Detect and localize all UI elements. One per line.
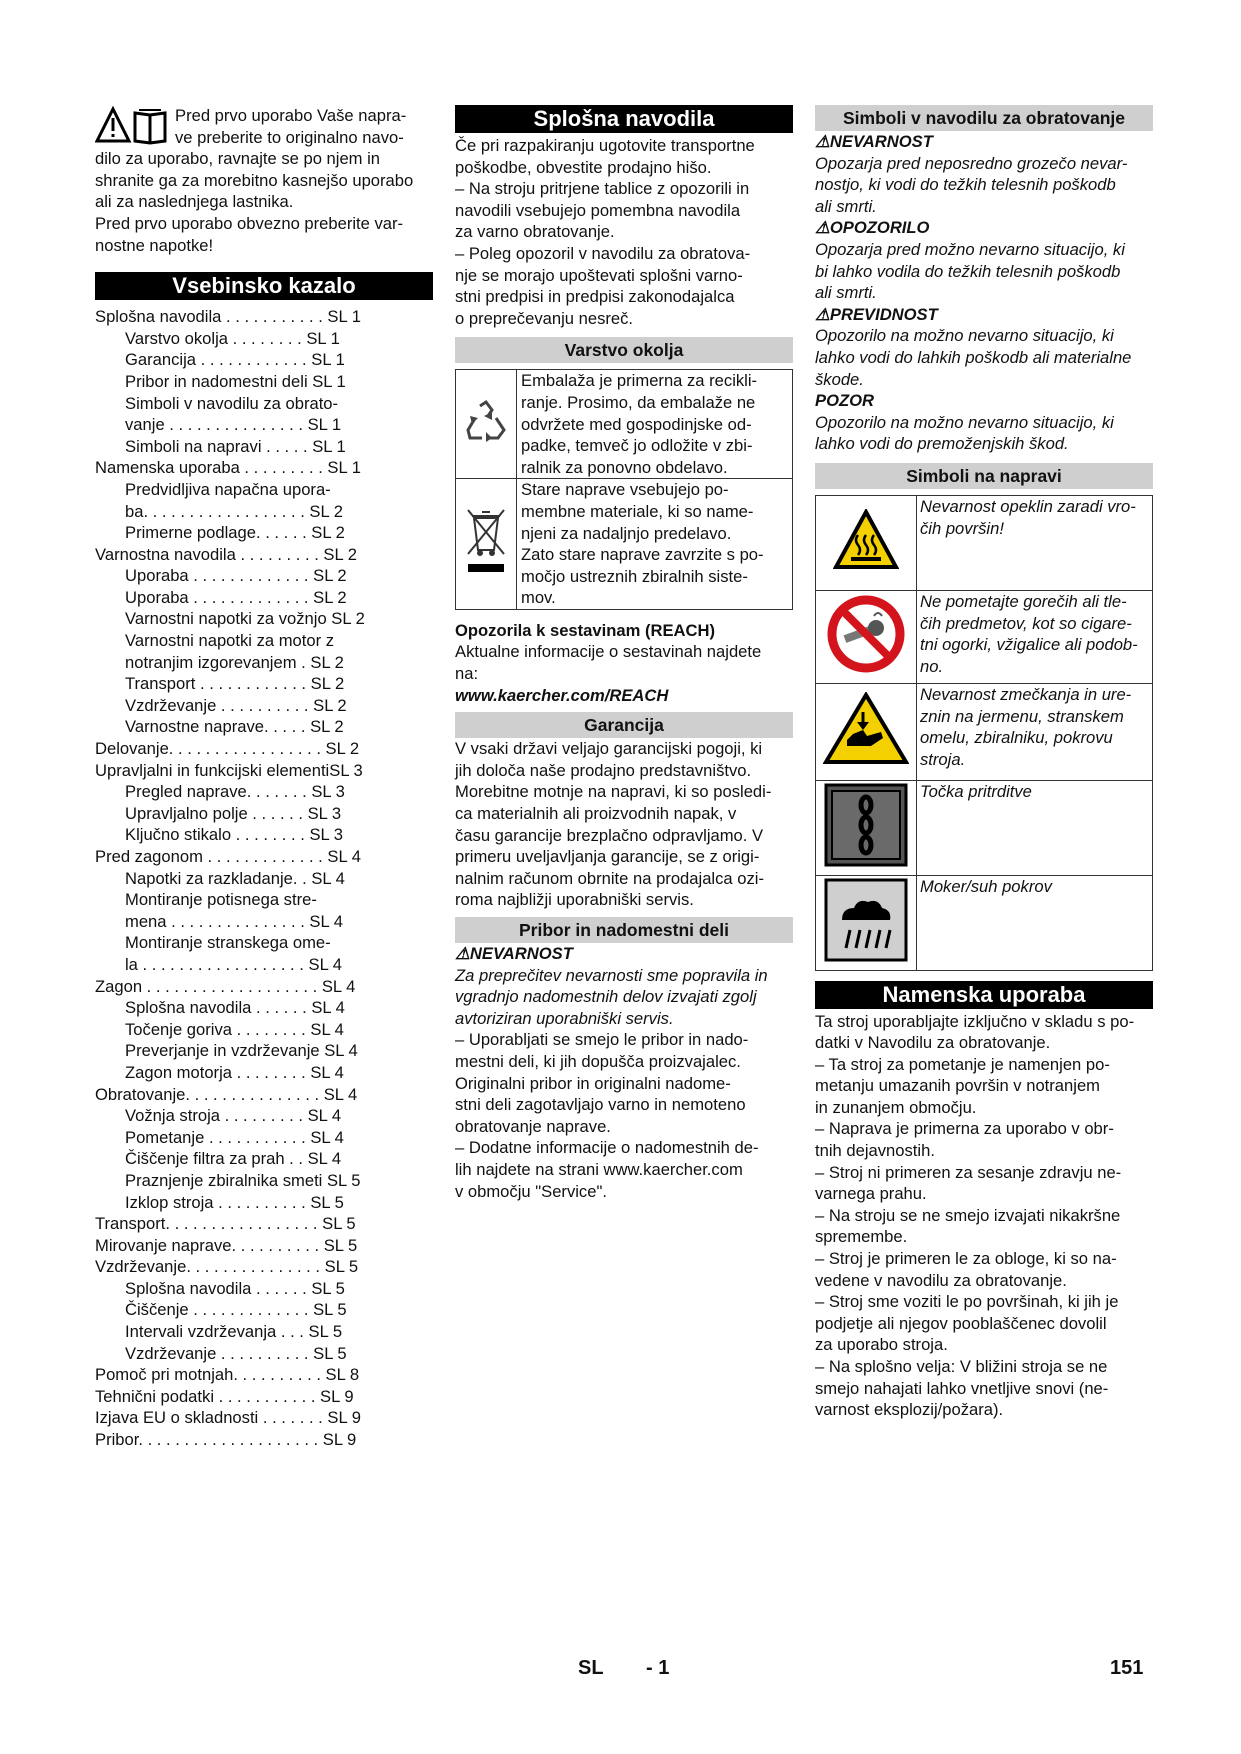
symbol-text — [917, 590, 1153, 683]
toc-entry[interactable]: Pred zagonom . . . . . . . . . . . . . SL 4 — [95, 847, 361, 866]
text-line: ali smrti. — [815, 283, 877, 303]
general-heading: Splošna navodila — [455, 105, 793, 133]
text-line: roma najbližji uporabniški servis. — [455, 890, 694, 910]
text-line: vgradnjo nadomestnih delov izvajati zgolj — [455, 987, 757, 1007]
environment-text — [517, 479, 793, 610]
hazard-level-name: POZOR — [815, 391, 875, 411]
toc-entry[interactable]: Uporaba . . . . . . . . . . . . . SL 2 — [125, 587, 347, 607]
reach-text: Aktualne informacije o sestavinah najdete — [455, 642, 762, 662]
toc-entry[interactable]: Splošna navodila . . . . . . SL 5 — [125, 1278, 345, 1298]
env-line: njeni za nadaljnjo predelavo. — [521, 523, 732, 543]
env-line: mov. — [521, 588, 556, 608]
accessories-heading: Pribor in nadomestni deli — [455, 917, 793, 943]
toc-entry[interactable]: Simboli na napravi . . . . . SL 1 — [125, 436, 346, 456]
toc-entry[interactable]: Vzdrževanje . . . . . . . . . . SL 2 — [125, 695, 347, 715]
symbol-line: Moker/suh pokrov — [920, 876, 1052, 896]
general-bullets — [455, 178, 793, 329]
env-line: ranje. Prosimo, da embalaže ne — [521, 392, 756, 412]
environment-heading: Varstvo okolja — [455, 337, 793, 363]
intro-line: ve preberite to originalno navo- — [175, 127, 404, 147]
symbol-line: znin na jermenu, stranskem — [920, 706, 1124, 726]
toc-entry[interactable]: Vzdrževanje . . . . . . . . . . SL 5 — [125, 1343, 347, 1363]
env-line: Embalaža je primerna za recikli- — [521, 371, 758, 391]
environment-text — [517, 370, 793, 479]
warranty-text — [455, 738, 793, 911]
recycling-cell — [456, 370, 517, 479]
symbol-line: omelu, zbiralniku, pokrovu — [920, 728, 1113, 748]
toc-entry[interactable]: Uporaba . . . . . . . . . . . . . SL 2 — [125, 566, 347, 586]
toc-entry[interactable]: Varnostni napotki za motor z — [125, 631, 335, 651]
symbols-manual-heading: Simboli v navodilu za obratovanje — [815, 105, 1153, 131]
toc-entry[interactable]: Ključno stikalo . . . . . . . . SL 3 — [125, 825, 343, 845]
warning-triangle-icon: ⚠ — [455, 944, 470, 963]
hazard-level-description — [815, 153, 1153, 218]
bullet-item — [815, 1356, 1153, 1421]
toc-entry[interactable]: Čiščenje . . . . . . . . . . . . . SL 5 — [125, 1300, 347, 1320]
toc-entry[interactable]: Tehnični podatki . . . . . . . . . . . SL 9 — [95, 1386, 354, 1406]
environment-table — [455, 369, 793, 610]
symbol-line: Točka pritrditve — [920, 781, 1032, 801]
bullet-line: tnih dejavnostih. — [815, 1141, 935, 1161]
no-burning-objects-icon — [826, 594, 906, 674]
toc-entry[interactable]: Splošna navodila . . . . . . . . . . . SL 1 — [95, 307, 361, 327]
warranty-heading: Garancija — [455, 712, 793, 738]
symbol-cell — [816, 683, 917, 780]
device-symbols-heading: Simboli na napravi — [815, 463, 1153, 489]
text-line: avtoriziran uporabniški servis. — [455, 1008, 674, 1028]
env-line: membne materiale, ki so name- — [521, 501, 754, 521]
bullet-item — [815, 1054, 1153, 1119]
symbol-row — [816, 683, 1153, 780]
bullet-item — [455, 1029, 793, 1137]
env-line: padke, temveč jo odložite v zbi- — [521, 436, 753, 456]
text-line: jih določa naše prodajno predstavništvo. — [455, 760, 752, 780]
symbol-line: čih površin! — [920, 518, 1004, 538]
symbol-row — [816, 875, 1153, 970]
use-text: Ta stroj uporabljajte izključno v skladu s po- — [815, 1011, 1135, 1031]
toc-entry[interactable]: Delovanje. . . . . . . . . . . . . . . . . SL 2 — [95, 739, 360, 759]
bullet-line: nje se morajo upoštevati splošni varno- — [455, 265, 743, 285]
bullet-line: podjetje ali njegov pooblaščenec dovolil — [815, 1313, 1107, 1333]
toc-entry[interactable]: Izklop stroja . . . . . . . . . . SL 5 — [125, 1192, 344, 1212]
danger-text: NEVARNOST — [469, 944, 573, 963]
environment-row — [456, 479, 793, 610]
toc-entry[interactable]: Pometanje . . . . . . . . . . . SL 4 — [125, 1127, 344, 1147]
wet-dry-cover-icon — [824, 878, 908, 962]
symbol-line: čih predmetov, kot so cigare- — [920, 613, 1132, 633]
bullet-line: in zunanjem območju. — [815, 1097, 977, 1117]
toc-entry[interactable]: Predvidljiva napačna upora- — [125, 479, 331, 499]
toc-entry[interactable]: Pregled naprave. . . . . . . SL 3 — [125, 782, 345, 802]
symbol-row — [816, 495, 1153, 590]
hazard-level-name: PREVIDNOST — [829, 304, 938, 324]
tie-down-point-icon — [824, 783, 908, 867]
toc-entry[interactable]: Varnostna navodila . . . . . . . . . SL 2 — [95, 544, 357, 564]
symbol-text — [917, 875, 1153, 970]
symbol-cell — [816, 590, 917, 683]
bullet-line: za varno obratovanje. — [455, 222, 615, 242]
text-line: Opozorilo na možno nevarno situacijo, ki — [815, 412, 1114, 432]
bullet-line: vedene v navodilu za obratovanje. — [815, 1270, 1067, 1290]
bullet-line: varnost eksplozij/požara). — [815, 1400, 1004, 1420]
env-line: Stare naprave vsebujejo po- — [521, 480, 729, 500]
text-line: primeru uveljavljanja garancije, se z origi- — [455, 847, 760, 867]
bullet-line: – Na stroju pritrjene tablice z opozorili in — [455, 179, 750, 199]
symbol-cell — [816, 495, 917, 590]
hazard-level-label — [815, 390, 1153, 412]
env-line: ralnik za ponovno obdelavo. — [521, 457, 728, 477]
bullet-line: spremembe. — [815, 1227, 908, 1247]
bullet-item — [815, 1162, 1153, 1205]
bullet-line: smejo nahajati lahko vnetljive snovi (ne- — [815, 1378, 1109, 1398]
bullet-line: – Stroj je primeren le za obloge, ki so na- — [815, 1249, 1117, 1269]
bullet-line: o preprečevanju nesreč. — [455, 308, 634, 328]
toc-entry[interactable]: Vožnja stroja . . . . . . . . . SL 4 — [125, 1106, 342, 1126]
bullet-line: metanju umazanih površin v notranjem — [815, 1076, 1101, 1096]
bullet-item — [815, 1205, 1153, 1248]
column-2 — [455, 105, 793, 1202]
symbol-cell — [816, 780, 917, 875]
hazard-level-name: NEVARNOST — [829, 132, 933, 151]
toc-entry[interactable]: Varstvo okolja . . . . . . . . SL 1 — [125, 328, 340, 348]
toc-entry[interactable]: Zagon motorja . . . . . . . . SL 4 — [125, 1062, 344, 1082]
intro-line: Pred prvo uporabo Vaše napra- — [175, 106, 407, 125]
text-line: Za preprečitev nevarnosti sme popravila in — [455, 965, 768, 985]
text-line: lahko vodi do premoženjskih škod. — [815, 434, 1069, 454]
intro-line: ali za naslednjega lastnika. — [95, 192, 294, 212]
bullet-line: obratovanje naprave. — [455, 1116, 611, 1136]
toc-entry[interactable]: Pomoč pri motnjah. . . . . . . . . . SL 8 — [95, 1365, 360, 1385]
danger-label — [455, 943, 793, 965]
intro-line: dilo za uporabo, ravnajte se po njem in — [95, 149, 381, 169]
table-of-contents — [95, 306, 433, 1450]
hazard-level-name: OPOZORILO — [829, 218, 930, 238]
toc-entry[interactable]: Točenje goriva . . . . . . . . SL 4 — [125, 1019, 344, 1039]
hazard-level-label — [815, 217, 1153, 239]
text-line: Morebitne motnje na napravi, ki so posledi- — [455, 782, 772, 802]
column-1 — [95, 105, 433, 1451]
toc-entry[interactable]: Upravljalno polje . . . . . . SL 3 — [125, 803, 342, 823]
toc-entry[interactable]: Čiščenje filtra za prah . . SL 4 — [125, 1149, 342, 1169]
toc-entry[interactable]: Transport . . . . . . . . . . . . SL 2 — [125, 674, 345, 694]
bullet-line: mestni deli, ki jih dopušča proizvajalec. — [455, 1051, 741, 1071]
symbol-row — [816, 590, 1153, 683]
use-text: datki v Navodilu za obratovanje. — [815, 1033, 1051, 1053]
general-text: Če pri razpakiranju ugotovite transportne — [455, 136, 755, 155]
toc-entry[interactable]: Upravljalni in funkcijski elementiSL 3 — [95, 760, 363, 780]
bullet-line: – Ta stroj za pometanje je namenjen po- — [815, 1054, 1110, 1074]
bullet-item — [815, 1248, 1153, 1291]
use-bullets — [815, 1054, 1153, 1421]
warning-manual-icon — [95, 105, 171, 147]
symbol-line: tni ogorki, vžigalice ali podob- — [920, 635, 1138, 655]
toc-entry[interactable]: notranjim izgorevanjem . SL 2 — [125, 652, 344, 672]
bullet-line: – Dodatne informacije o nadomestnih de- — [455, 1138, 759, 1158]
toc-entry[interactable]: Splošna navodila . . . . . . SL 4 — [125, 998, 345, 1018]
reach-text: na: — [455, 664, 479, 684]
warning-triangle-icon: ⚠ — [815, 218, 830, 238]
toc-entry[interactable]: Namenska uporaba . . . . . . . . . SL 1 — [95, 458, 361, 478]
text-line: V vsaki državi veljajo garancijski pogoji, ki — [455, 739, 763, 759]
toc-entry[interactable]: Varnostne naprave. . . . . SL 2 — [125, 717, 344, 737]
hazard-level-label — [815, 304, 1153, 326]
toc-entry[interactable]: Mirovanje naprave. . . . . . . . . . SL 5 — [95, 1235, 358, 1255]
toc-entry[interactable]: Garancija . . . . . . . . . . . . SL 1 — [125, 350, 345, 370]
symbol-text — [917, 495, 1153, 590]
toc-entry[interactable]: Obratovanje. . . . . . . . . . . . . . . SL 4 — [95, 1084, 358, 1104]
warning-triangle-icon: ⚠ — [815, 304, 830, 324]
bullet-line: – Poleg opozoril v navodilu za obratova- — [455, 243, 751, 263]
text-line: bi lahko vodila do težkih telesnih poškodb — [815, 261, 1121, 281]
toc-entry[interactable]: la . . . . . . . . . . . . . . . . . . SL 4 — [125, 954, 343, 974]
symbol-line: Nevarnost opeklin zaradi vro- — [920, 496, 1136, 516]
warning-triangle-icon: ⚠ — [815, 132, 830, 151]
device-symbols-table — [815, 495, 1153, 971]
symbol-row — [816, 780, 1153, 875]
bullet-line: v območju "Service". — [455, 1181, 607, 1201]
bullet-line: – Na stroju se ne smejo izvajati nikakršne — [815, 1205, 1121, 1225]
env-line: odvržete med gospodinjske od- — [521, 414, 752, 434]
crush-hazard-icon — [823, 692, 909, 766]
intro-line: Pred prvo uporabo obvezno preberite var- — [95, 213, 404, 233]
bullet-line: lih najdete na strani www.kaercher.com — [455, 1159, 743, 1179]
text-line: Opozarja pred možno nevarno situacijo, ki — [815, 239, 1125, 259]
bullet-item — [455, 243, 793, 329]
toc-entry[interactable]: Napotki za razkladanje. . SL 4 — [125, 868, 345, 888]
toc-entry[interactable]: Primerne podlage. . . . . . SL 2 — [125, 523, 345, 543]
env-line: Zato stare naprave zavrzite s po- — [521, 545, 764, 565]
intro-line: nostne napotke! — [95, 235, 214, 255]
intro-icons — [95, 105, 171, 147]
bin-cell — [456, 479, 517, 610]
footer-page-local: - 1 — [646, 1657, 670, 1679]
bullet-line: – Na splošno velja: V bližini stroja se ne — [815, 1357, 1108, 1376]
danger-body — [455, 965, 793, 1030]
toc-entry[interactable]: Pribor. . . . . . . . . . . . . . . . . . . . SL 9 — [95, 1430, 357, 1450]
toc-entry[interactable]: Zagon . . . . . . . . . . . . . . . . . . . SL 4 — [95, 976, 356, 996]
bullet-line: stni predpisi in predpisi zakonodajalca — [455, 287, 735, 307]
intro — [95, 105, 433, 256]
bullet-line: Originalni pribor in originalni nadome- — [455, 1073, 731, 1093]
bullet-line: navodili vsebujejo pomembna navodila — [455, 200, 741, 220]
symbol-cell — [816, 875, 917, 970]
intro-line: shranite ga za morebitno kasnejšo uporabo — [95, 170, 414, 190]
bullet-line: – Stroj ni primeren za sesanje zdravju ne- — [815, 1162, 1122, 1182]
toc-entry[interactable]: vanje . . . . . . . . . . . . . . . SL 1 — [125, 415, 342, 435]
toc-entry[interactable]: Preverjanje in vzdrževanje SL 4 — [125, 1041, 358, 1061]
text-line: škode. — [815, 369, 864, 389]
text-line: ali smrti. — [815, 196, 877, 216]
toc-entry[interactable]: Pribor in nadomestni deli SL 1 — [125, 371, 346, 391]
toc-heading: Vsebinsko kazalo — [95, 272, 433, 300]
accessories-bullets — [455, 1029, 793, 1202]
text-line: lahko vodi do lahkih poškodb ali materialne — [815, 347, 1132, 367]
bullet-line: za uporabo stroja. — [815, 1335, 948, 1355]
hot-surface-icon — [833, 509, 899, 571]
env-line: močjo ustreznih zbiralnih siste- — [521, 566, 748, 586]
hazard-level-description — [815, 239, 1153, 304]
intended-use-heading: Namenska uporaba — [815, 981, 1153, 1009]
symbol-text — [917, 780, 1153, 875]
hazard-level-description — [815, 325, 1153, 390]
footer-lang: SL — [578, 1657, 604, 1679]
footer-page-number: 151 — [1110, 1657, 1144, 1679]
bullet-item — [455, 178, 793, 243]
toc-entry[interactable]: Intervali vzdrževanja . . . SL 5 — [125, 1322, 343, 1342]
crossed-bin-icon — [462, 504, 510, 578]
toc-entry[interactable]: Praznjenje zbiralnika smeti SL 5 — [125, 1170, 361, 1190]
toc-entry[interactable]: Transport. . . . . . . . . . . . . . . . . SL 5 — [95, 1214, 356, 1234]
environment-row — [456, 370, 793, 479]
bullet-line: stni deli zagotavljajo varno in nemoteno — [455, 1095, 746, 1115]
bullet-item — [455, 1137, 793, 1202]
bullet-item — [815, 1291, 1153, 1356]
recycling-icon — [462, 398, 510, 446]
text-line: ca materialnih ali proizvodnih napak, v — [455, 804, 737, 824]
general-text: poškodbe, obvestite prodajno hišo. — [455, 157, 712, 177]
reach-link[interactable]: www.kaercher.com/REACH — [455, 685, 669, 705]
symbol-line: stroja. — [920, 749, 966, 769]
column-3 — [815, 105, 1153, 1421]
toc-entry[interactable]: Simboli v navodilu za obrato- — [125, 393, 339, 413]
toc-entry[interactable]: Montiranje stranskega ome- — [125, 933, 331, 953]
text-line: Opozarja pred neposredno grozečo nevar- — [815, 153, 1128, 173]
toc-entry[interactable]: Izjava EU o skladnosti . . . . . . . SL 9 — [95, 1408, 361, 1428]
toc-entry[interactable]: ba. . . . . . . . . . . . . . . . . . SL 2 — [125, 501, 343, 521]
bullet-line: – Stroj sme voziti le po površinah, ki jih je — [815, 1292, 1119, 1312]
toc-entry[interactable]: mena . . . . . . . . . . . . . . . SL 4 — [125, 911, 343, 931]
symbol-text — [917, 683, 1153, 780]
toc-entry[interactable]: Montiranje potisnega stre- — [125, 890, 317, 910]
hazard-levels — [815, 131, 1153, 455]
text-line: Opozorilo na možno nevarno situacijo, ki — [815, 326, 1114, 346]
bullet-line: – Naprava je primerna za uporabo v obr- — [815, 1119, 1114, 1139]
toc-entry[interactable]: Vzdrževanje. . . . . . . . . . . . . . . SL 5 — [95, 1257, 359, 1277]
text-line: nostjo, ki vodi do težkih telesnih poškodb — [815, 175, 1116, 195]
bullet-line: – Uporabljati se smejo le pribor in nado- — [455, 1030, 749, 1050]
symbol-line: Nevarnost zmečkanja in ure- — [920, 684, 1132, 704]
bullet-item — [815, 1118, 1153, 1161]
text-line: nalnim računom obrnite na prodajalca ozi- — [455, 868, 764, 888]
hazard-level-description — [815, 412, 1153, 455]
bullet-line: varnega prahu. — [815, 1184, 927, 1204]
symbol-line: no. — [920, 656, 944, 676]
reach-heading: Opozorila k sestavinam (REACH) — [455, 620, 716, 640]
hazard-level-label — [815, 131, 1153, 153]
symbol-line: Ne pometajte gorečih ali tle- — [920, 591, 1127, 611]
toc-entry[interactable]: Varnostni napotki za vožnjo SL 2 — [125, 609, 365, 629]
text-line: času garancije brezplačno odpravljamo. V — [455, 825, 764, 845]
